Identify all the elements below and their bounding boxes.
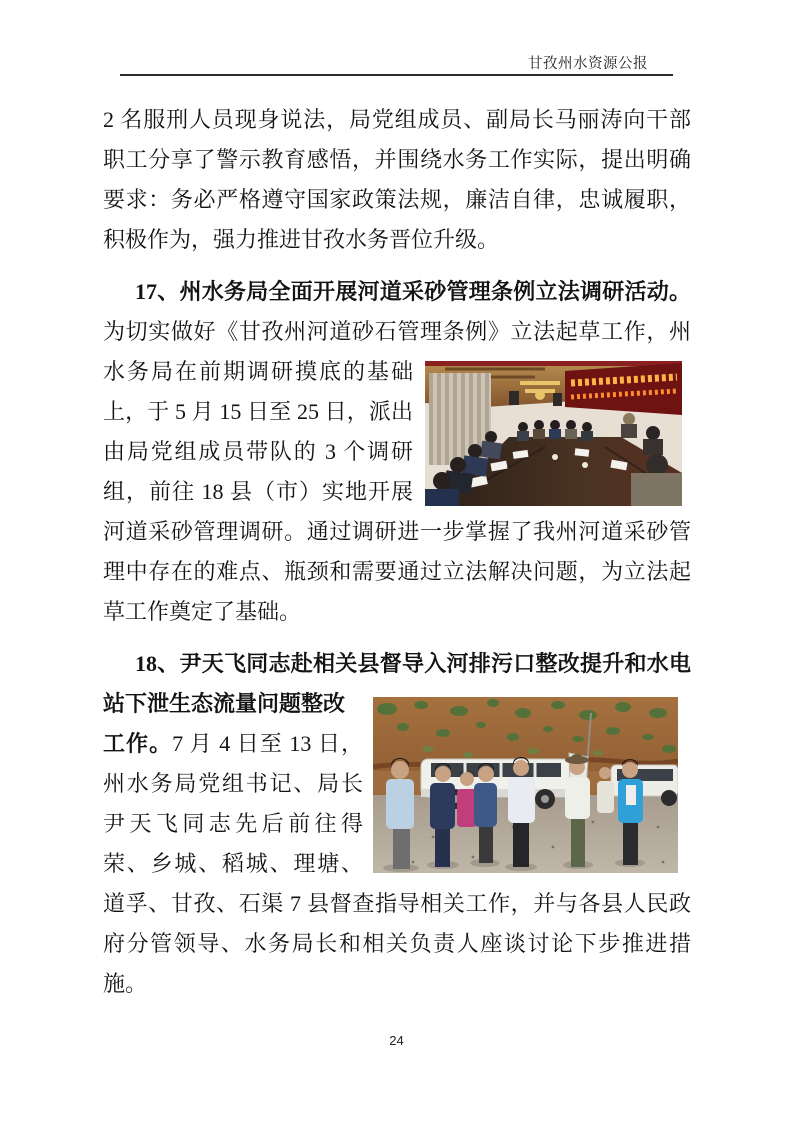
field-inspection-photo [373, 697, 678, 873]
body-line: 河道采砂管理调研。通过调研进一步掌握了我州河道采砂管 [103, 519, 691, 544]
header-rule [120, 74, 673, 76]
body-line: 组，前往 18 县（市）实地开展 [103, 479, 413, 504]
body-line: 荣、乡城、稻城、理塘、 [103, 851, 363, 876]
field-photo-illustration [373, 697, 678, 873]
body-line: 府分管领导、水务局长和相关负责人座谈讨论下步推进措 [103, 931, 691, 956]
body-line: 草工作奠定了基础。 [103, 599, 302, 624]
body-line: 州水务局党组书记、局长 [103, 771, 363, 796]
body-line: 为切实做好《甘孜州河道砂石管理条例》立法起草工作，州 [103, 319, 691, 344]
body-line: 上，于 5 月 15 日至 25 日，派出 [103, 399, 413, 424]
body-line: 积极作为，强力推进甘孜水务晋位升级。 [103, 227, 500, 252]
body-line: 2 名服刑人员现身说法，局党组成员、副局长马丽涛向干部 [103, 107, 691, 132]
header-title: 甘孜州水资源公报 [528, 56, 648, 72]
body-line: 要求：务必严格遵守国家政策法规，廉洁自律，忠诚履职， [103, 187, 691, 212]
section-17-heading: 17、州水务局全面开展河道采砂管理条例立法调研活动。 [135, 279, 691, 304]
text-run: 7 月 4 日至 13 日， [172, 731, 363, 756]
body-line: 由局党组成员带队的 3 个调研 [103, 439, 413, 464]
meeting-photo-illustration [425, 361, 682, 506]
section-18-heading-continuation: 站下泄生态流量问题整改 [103, 691, 346, 716]
body-line [103, 724, 363, 764]
document-body [103, 100, 691, 1004]
meeting-photo [425, 361, 682, 506]
body-line: 施。 [103, 971, 148, 996]
page-number: 24 [389, 1033, 404, 1048]
body-line: 道孚、甘孜、石渠 7 县督查指导相关工作，并与各县人民政 [103, 891, 691, 916]
body-line: 水务局在前期调研摸底的基础 [103, 359, 413, 384]
section-18-heading: 18、尹天飞同志赴相关县督导入河排污口整改提升和水电 [135, 651, 691, 676]
body-line: 理中存在的难点、瓶颈和需要通过立法解决问题，为立法起 [103, 559, 691, 584]
body-line: 职工分享了警示教育感悟，并围绕水务工作实际，提出明确 [103, 147, 691, 172]
heading-run: 工作。 [103, 731, 173, 756]
body-line: 尹天飞同志先后前往得 [103, 811, 363, 836]
